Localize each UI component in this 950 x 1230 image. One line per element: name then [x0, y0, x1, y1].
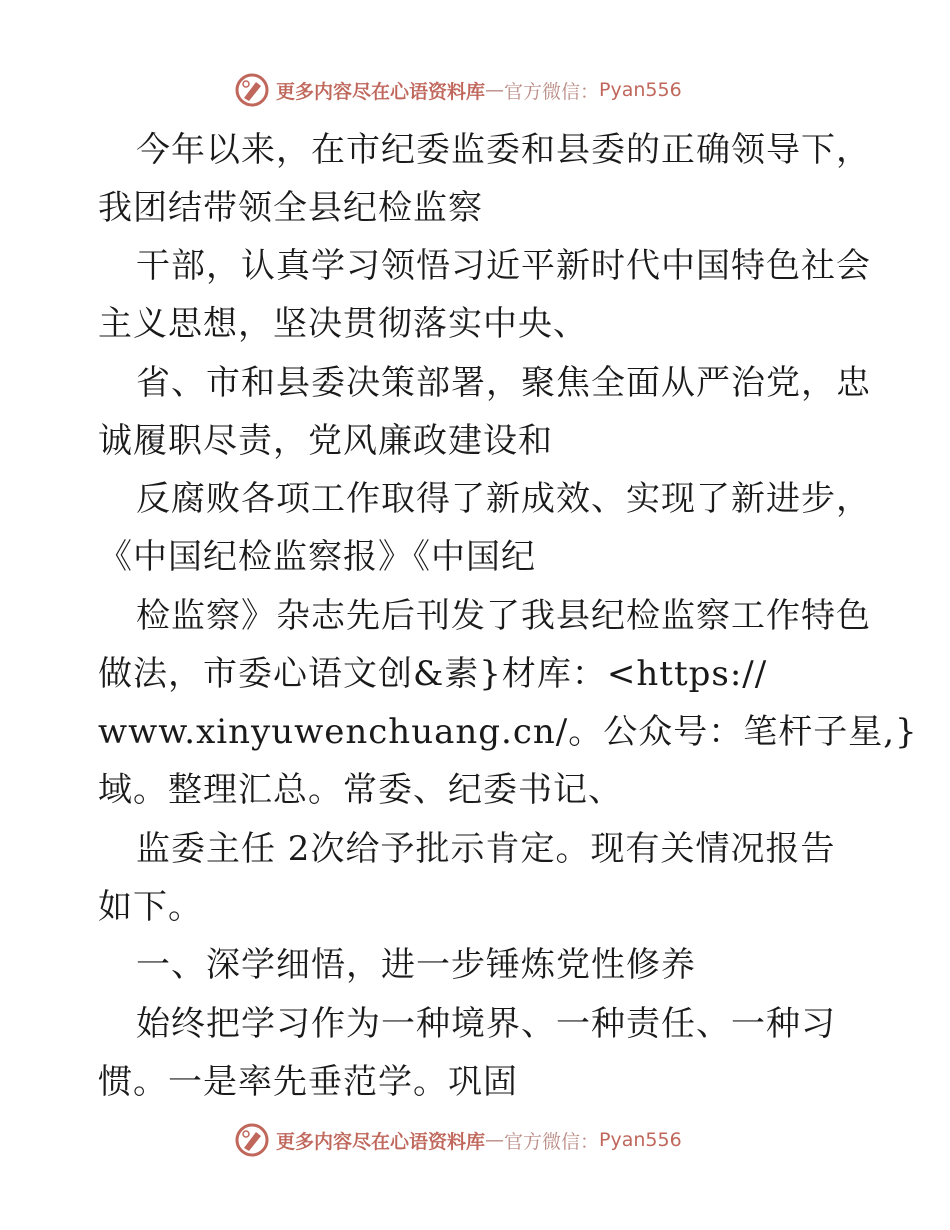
watermark-brand: 更多内容尽在心语资料库 — [276, 80, 486, 103]
paragraph-line: 检监察》杂志先后刊发了我县纪检监察工作特色 — [136, 596, 871, 636]
paragraph-line: 主义思想，坚决贯彻落实中央、 — [98, 304, 588, 344]
watermark-wechat-id: Pyan556 — [599, 1129, 682, 1151]
paragraph-line: 始终把学习作为一种境界、一种责任、一种习 — [136, 1004, 836, 1044]
watermark-banner-bottom — [234, 1120, 714, 1160]
watermark-brand: 更多内容尽在心语资料库 — [276, 1130, 486, 1153]
section-heading: 一、深学细悟，进一步锤炼党性修养 — [136, 945, 696, 985]
pen-logo-icon — [234, 72, 270, 108]
watermark-banner-top — [234, 70, 714, 110]
paragraph-line: 反腐败各项工作取得了新成效、实现了新进步， — [136, 479, 871, 519]
paragraph-line: 诚履职尽责，党风廉政建设和 — [98, 421, 553, 461]
paragraph-line: 《中国纪检监察报》《中国纪 — [98, 537, 536, 577]
watermark-official-label: 官方微信： — [504, 80, 600, 103]
paragraph-line: 监委主任 2次给予批示肯定。现有关情况报告 — [136, 829, 836, 869]
paragraph-line: 干部，认真学习领悟习近平新时代中国特色社会 — [136, 246, 871, 286]
paragraph-line: 做法，市委心语文创&素}材库：<https:// — [98, 654, 768, 694]
paragraph-line: 我团结带领全县纪检监察 — [98, 188, 483, 228]
paragraph-line: 省、市和县委决策部署，聚焦全面从严治党，忠 — [136, 363, 871, 403]
pen-logo-icon — [234, 1122, 270, 1158]
watermark-separator: — — [485, 1129, 505, 1151]
paragraph-line: 域。整理汇总。常委、纪委书记、 — [98, 770, 623, 810]
watermark-separator: — — [485, 79, 505, 101]
paragraph-line: 惯。一是率先垂范学。巩固 — [98, 1062, 518, 1102]
paragraph-line: www.xinyuwenchuang.cn/。公众号：笔杆子星,} — [98, 712, 918, 752]
watermark-wechat-id: Pyan556 — [599, 79, 682, 101]
paragraph-line: 如下。 — [98, 887, 203, 927]
watermark-official-label: 官方微信： — [504, 1130, 600, 1153]
paragraph-line: 今年以来，在市纪委监委和县委的正确领导下， — [136, 130, 871, 170]
